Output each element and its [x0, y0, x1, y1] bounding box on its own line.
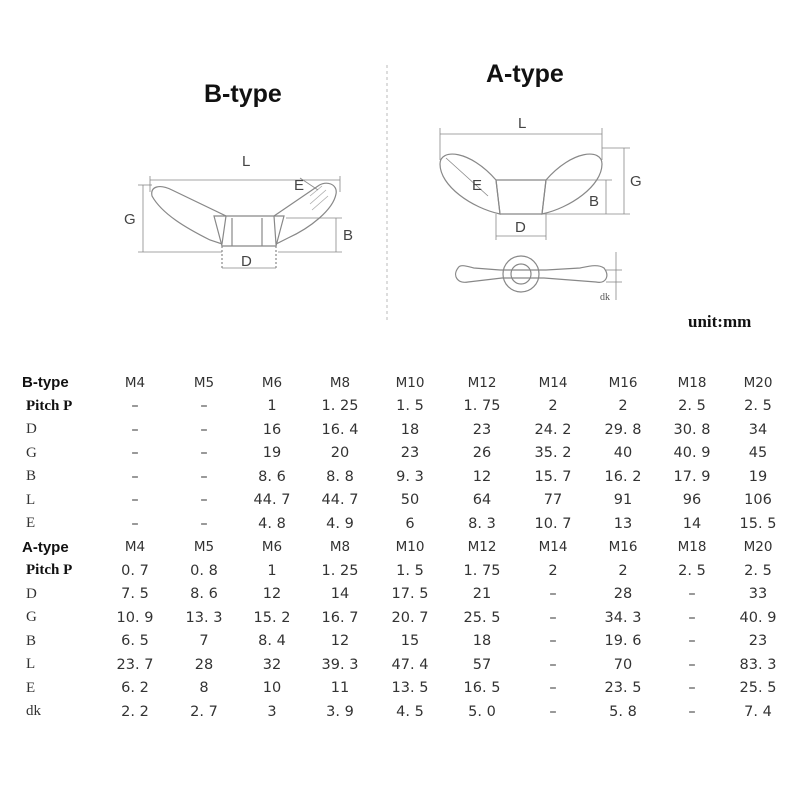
table-cell: 28 — [613, 586, 633, 603]
table-cell: 30. 8 — [673, 421, 711, 438]
table-cell: 15 — [400, 633, 420, 650]
table-row — [20, 395, 790, 419]
size-header-cell: M5 — [193, 539, 215, 556]
table-cell: 2 — [548, 562, 558, 579]
table-cell: 1. 25 — [321, 562, 359, 579]
table-cell: 47. 4 — [391, 656, 429, 673]
b-dim-E: E — [294, 177, 305, 194]
table-cell: 8 — [199, 680, 209, 697]
table-cell: 12 — [262, 586, 282, 603]
table-cell: – — [549, 656, 557, 673]
table-cell: 7. 5 — [121, 586, 149, 603]
table-cell: – — [688, 609, 696, 626]
table-cell: 15. 5 — [739, 515, 777, 532]
table-cell: 91 — [613, 492, 633, 509]
table-cell: 3. 9 — [326, 703, 354, 720]
size-header-cell: M20 — [743, 374, 773, 391]
table-cell: 17. 5 — [391, 586, 429, 603]
row-label: D — [26, 585, 37, 602]
table-row — [20, 489, 790, 513]
size-header-cell: M16 — [608, 374, 638, 391]
wing-nut-drawings — [0, 0, 800, 340]
table-row — [20, 606, 790, 630]
table-cell: 39. 3 — [321, 656, 359, 673]
spec-table-body — [20, 371, 790, 724]
table-cell: 7 — [199, 633, 209, 650]
table-row — [20, 512, 790, 536]
table-cell: 8. 6 — [190, 586, 218, 603]
table-cell: 26 — [472, 445, 492, 462]
size-header-cell: M4 — [124, 539, 146, 556]
table-cell: 11 — [330, 680, 350, 697]
b-hub — [214, 216, 284, 246]
table-cell: 14 — [682, 515, 702, 532]
a-dim-G: G — [630, 173, 642, 190]
table-cell: 10 — [262, 680, 282, 697]
size-header-cell: M16 — [608, 539, 638, 556]
table-cell: 21 — [472, 586, 492, 603]
table-cell: 2. 7 — [190, 703, 218, 720]
table-cell: 23. 7 — [116, 656, 154, 673]
table-cell: 13. 3 — [185, 609, 223, 626]
table-cell: 34 — [748, 421, 768, 438]
table-cell: – — [131, 421, 139, 438]
row-label: L — [26, 656, 36, 673]
table-cell: 2. 5 — [744, 398, 772, 415]
table-cell: 23 — [748, 633, 768, 650]
size-header-cell: M10 — [395, 374, 425, 391]
table-cell: 23 — [400, 445, 420, 462]
table-cell: 2. 5 — [678, 562, 706, 579]
table-cell: 23 — [472, 421, 492, 438]
a-dim-B: B — [589, 193, 600, 210]
table-cell: 18 — [400, 421, 420, 438]
table-cell: 6. 2 — [121, 680, 149, 697]
a-hub — [496, 180, 546, 214]
a-dim-D: D — [515, 219, 526, 236]
a-left-wing — [440, 154, 500, 214]
table-cell: 24. 2 — [534, 421, 572, 438]
row-label: B — [26, 468, 37, 485]
b-type-drawing — [138, 176, 342, 268]
table-cell: 19 — [748, 468, 768, 485]
table-cell: 16. 4 — [321, 421, 359, 438]
size-header-cell: M18 — [677, 539, 707, 556]
table-cell: 15. 7 — [534, 468, 572, 485]
table-cell: 20. 7 — [391, 609, 429, 626]
table-cell: – — [200, 445, 208, 462]
table-cell: 44. 7 — [321, 492, 359, 509]
table-cell: 17. 9 — [673, 468, 711, 485]
table-cell: 8. 8 — [326, 468, 354, 485]
table-cell: 5. 0 — [468, 703, 496, 720]
size-header-cell: M12 — [467, 374, 497, 391]
table-cell: 34. 3 — [604, 609, 642, 626]
table-cell: 28 — [194, 656, 214, 673]
table-cell: – — [549, 703, 557, 720]
table-cell: 8. 4 — [258, 633, 286, 650]
size-header-cell: M5 — [193, 374, 215, 391]
b-dim-G: G — [124, 211, 136, 228]
table-row — [20, 653, 790, 677]
table-cell: 96 — [682, 492, 702, 509]
table-row — [20, 583, 790, 607]
table-cell: 2 — [548, 398, 558, 415]
table-cell: – — [688, 656, 696, 673]
table-cell: 2. 5 — [744, 562, 772, 579]
size-header-cell: M18 — [677, 374, 707, 391]
table-cell: – — [200, 468, 208, 485]
row-label: dk — [26, 703, 41, 720]
table-cell: 50 — [400, 492, 420, 509]
row-label: D — [26, 421, 37, 438]
table-cell: 9. 3 — [396, 468, 424, 485]
table-cell: – — [131, 445, 139, 462]
table-cell: – — [549, 633, 557, 650]
table-cell: 1 — [267, 562, 277, 579]
table-cell: 2. 5 — [678, 398, 706, 415]
table-cell: 6. 5 — [121, 633, 149, 650]
table-cell: 6 — [405, 515, 415, 532]
a-top-view-hub — [503, 256, 539, 292]
table-cell: 19 — [262, 445, 282, 462]
a-dim-dk: dk — [600, 292, 610, 303]
table-cell: 14 — [330, 586, 350, 603]
size-header-cell: M8 — [329, 539, 351, 556]
table-cell: 10. 7 — [534, 515, 572, 532]
table-cell: – — [549, 609, 557, 626]
table-cell: 64 — [472, 492, 492, 509]
table-cell: 1. 25 — [321, 398, 359, 415]
table-row — [20, 418, 790, 442]
b-left-wing — [152, 187, 226, 244]
b-type-title: B-type — [204, 80, 282, 108]
table-cell: 19. 6 — [604, 633, 642, 650]
table-cell: 1 — [267, 398, 277, 415]
table-cell: 1. 75 — [463, 398, 501, 415]
spec-table — [20, 371, 790, 724]
b-right-wing — [274, 183, 336, 244]
table-cell: – — [131, 492, 139, 509]
table-cell: 5. 8 — [609, 703, 637, 720]
size-header-cell: M20 — [743, 539, 773, 556]
table-cell: 29. 8 — [604, 421, 642, 438]
size-header-cell: M6 — [261, 539, 283, 556]
table-cell: – — [688, 680, 696, 697]
table-cell: 16. 5 — [463, 680, 501, 697]
table-row — [20, 465, 790, 489]
row-label: B — [26, 632, 37, 649]
table-cell: 45 — [748, 445, 768, 462]
table-cell: 44. 7 — [253, 492, 291, 509]
table-cell: 4. 5 — [396, 703, 424, 720]
table-cell: 3 — [267, 703, 277, 720]
table-cell: 0. 7 — [121, 562, 149, 579]
table-cell: 16. 7 — [321, 609, 359, 626]
row-label: E — [26, 515, 36, 532]
row-label: G — [26, 609, 37, 626]
table-cell: 12 — [330, 633, 350, 650]
table-cell: 4. 8 — [258, 515, 286, 532]
a-type-header-row — [20, 536, 790, 560]
b-type-header-row — [20, 371, 790, 395]
table-cell: 33 — [748, 586, 768, 603]
b-type-section-label: B-type — [22, 374, 69, 392]
size-header-cell: M10 — [395, 539, 425, 556]
table-row — [20, 700, 790, 724]
size-header-cell: M12 — [467, 539, 497, 556]
table-row — [20, 442, 790, 466]
table-cell: – — [131, 468, 139, 485]
table-cell: 35. 2 — [534, 445, 572, 462]
table-cell: 1. 5 — [396, 398, 424, 415]
table-cell: 8. 3 — [468, 515, 496, 532]
table-cell: 16 — [262, 421, 282, 438]
table-cell: 40. 9 — [673, 445, 711, 462]
table-cell: – — [549, 680, 557, 697]
table-cell: – — [688, 703, 696, 720]
table-cell: – — [131, 398, 139, 415]
table-cell: 8. 6 — [258, 468, 286, 485]
table-cell: – — [200, 492, 208, 509]
table-cell: – — [200, 421, 208, 438]
table-cell: 106 — [744, 492, 772, 509]
table-cell: 13 — [613, 515, 633, 532]
a-type-section-label: A-type — [22, 538, 69, 556]
table-cell: 7. 4 — [744, 703, 772, 720]
table-cell: 83. 3 — [739, 656, 777, 673]
b-dim-B: B — [343, 227, 354, 244]
table-cell: 25. 5 — [739, 680, 777, 697]
b-dim-D: D — [241, 253, 252, 270]
row-label: G — [26, 444, 37, 461]
row-label: E — [26, 679, 36, 696]
b-dim-L: L — [242, 153, 251, 170]
table-cell: – — [688, 633, 696, 650]
a-dim-E: E — [472, 177, 483, 194]
table-cell: 0. 8 — [190, 562, 218, 579]
table-cell: 40. 9 — [739, 609, 777, 626]
table-cell: – — [200, 398, 208, 415]
table-cell: 10. 9 — [116, 609, 154, 626]
unit-label: unit:mm — [688, 312, 752, 331]
a-type-title: A-type — [486, 60, 564, 88]
size-header-cell: M4 — [124, 374, 146, 391]
table-cell: 25. 5 — [463, 609, 501, 626]
table-cell: 4. 9 — [326, 515, 354, 532]
table-cell: – — [688, 586, 696, 603]
table-cell: 70 — [613, 656, 633, 673]
table-cell: 16. 2 — [604, 468, 642, 485]
table-row — [20, 677, 790, 701]
table-row — [20, 559, 790, 583]
table-cell: 1. 5 — [396, 562, 424, 579]
table-cell: 2. 2 — [121, 703, 149, 720]
table-cell: 57 — [472, 656, 492, 673]
table-cell: 23. 5 — [604, 680, 642, 697]
table-cell: – — [549, 586, 557, 603]
table-cell: 40 — [613, 445, 633, 462]
row-label: L — [26, 491, 36, 508]
table-cell: 15. 2 — [253, 609, 291, 626]
a-type-drawing — [440, 128, 630, 300]
table-cell: 12 — [472, 468, 492, 485]
a-dim-L: L — [518, 115, 527, 132]
table-cell: 32 — [262, 656, 282, 673]
table-cell: 20 — [330, 445, 350, 462]
row-label: Pitch P — [26, 562, 73, 579]
table-cell: 2 — [618, 398, 628, 415]
table-cell: 2 — [618, 562, 628, 579]
table-cell: 13. 5 — [391, 680, 429, 697]
table-cell: 18 — [472, 633, 492, 650]
table-cell: 77 — [543, 492, 563, 509]
table-cell: – — [200, 515, 208, 532]
table-cell: 1. 75 — [463, 562, 501, 579]
size-header-cell: M14 — [538, 374, 568, 391]
size-header-cell: M8 — [329, 374, 351, 391]
table-row — [20, 630, 790, 654]
table-cell: – — [131, 515, 139, 532]
size-header-cell: M6 — [261, 374, 283, 391]
size-header-cell: M14 — [538, 539, 568, 556]
row-label: Pitch P — [26, 397, 73, 414]
